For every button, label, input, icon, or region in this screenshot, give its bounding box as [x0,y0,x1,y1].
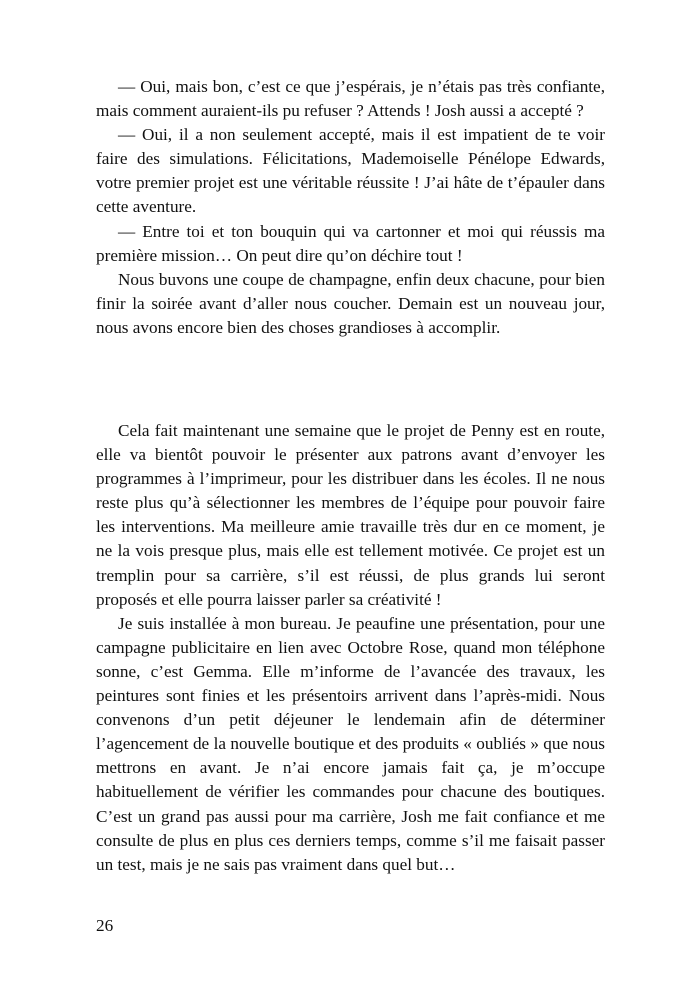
paragraph: — Oui, il a non seulement accepté, mais il est impatient de te voir faire des simulations. Félicitations, Mademoiselle Pénélope Edwards, votre premier projet est une véritable réussite ! J’ai hâte de t’épauler dans cette aventure. [96,125,605,217]
paragraph: Nous buvons une coupe de champagne, enfin deux chacune, pour bien finir la soirée avant d’aller nous coucher. Demain est un nouveau jour, nous avons encore bien des choses grandioses à accomplir. [96,269,605,337]
paragraph: Cela fait maintenant une semaine que le projet de Penny est en route, elle va bientôt pouvoir le présenter aux patrons avant d’envoyer les programmes à l’imprimeur, pour les distribuer dans les écoles. Il ne nous reste plus qu’à sélectionner les membres de l’équipe pour pouvoir faire les interventions. Ma meilleure amie travaille très dur en ce moment, je ne la vois presque plus, mais elle est tellement motivée. Ce projet est un tremplin pour sa carrière, s’il est réussi, de plus grands lui seront proposés et elle pourra laisser parler sa créativité ! [96,421,605,609]
page-number: 26 [96,916,114,935]
paragraph: — Entre toi et ton bouquin qui va cartonner et moi qui réussis ma première mission… On peut dire qu’on déchire tout ! [96,221,605,265]
paragraph: — Oui, mais bon, c’est ce que j’espérais, je n’étais pas très confiante, mais comment auraient-ils pu refuser ? Attends ! Josh aussi a accepté ? [96,77,605,121]
text-section-1 [96,75,605,340]
text-section-2 [96,419,605,877]
paragraph: Je suis installée à mon bureau. Je peaufine une présentation, pour une campagne publicitaire en lien avec Octobre Rose, quand mon téléphone sonne, c’est Gemma. Elle m’informe de l’avancée des travaux, les peintures sont finies et les présentoirs arrivent dans l’après-midi. Nous convenons d’un petit déjeuner le lendemain afin de déterminer l’agencement de la nouvelle boutique et des produits « oubliés » que nous mettrons en avant. Je n’ai encore jamais fait ça, je m’occupe habituellement de vérifier les commandes pour chacune des boutiques. C’est un grand pas aussi pour ma carrière, Josh me fait confiance et me consulte de plus en plus ces derniers temps, comme s’il me faisait passer un test, mais je ne sais pas vraiment dans quel but… [96,613,605,874]
